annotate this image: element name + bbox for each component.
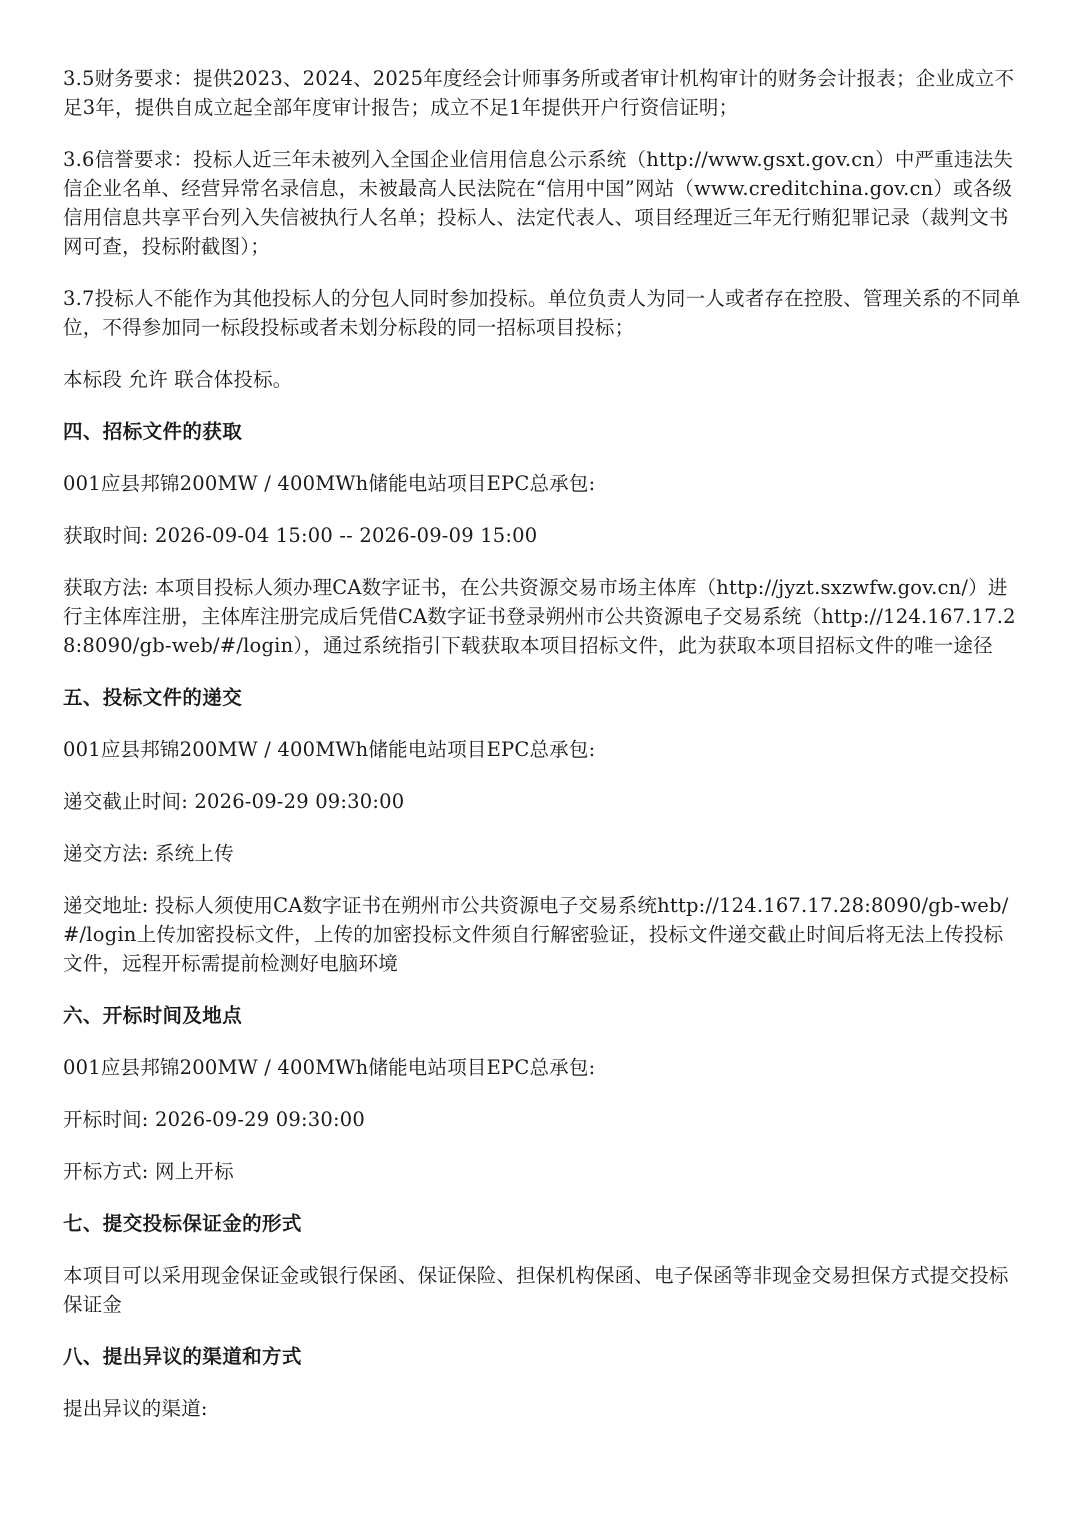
consortium-statement: 本标段 允许 联合体投标。 <box>63 368 293 391</box>
package-name: 001应县邦锦200MW / 400MWh储能电站项目EPC总承包: <box>63 738 596 761</box>
section-heading-submission: 五、投标文件的递交 <box>63 686 243 709</box>
opening-time: 开标时间: 2026-09-29 09:30:00 <box>63 1108 365 1131</box>
section-heading-obtain-documents: 四、招标文件的获取 <box>63 420 243 443</box>
requirement-3-5-financial: 3.5财务要求：提供2023、2024、2025年度经会计师事务所或者审计机构审计的财务会计报表；企业成立不足3年，提供自成立起全部年度审计报告；成立不足1年提供开户行资信证明； <box>63 67 1015 119</box>
package-name: 001应县邦锦200MW / 400MWh储能电站项目EPC总承包: <box>63 472 596 495</box>
obtain-time: 获取时间: 2026-09-04 15:00 -- 2026-09-09 15:00 <box>63 524 538 547</box>
submission-deadline: 递交截止时间: 2026-09-29 09:30:00 <box>63 790 405 813</box>
section-heading-objections: 八、提出异议的渠道和方式 <box>63 1345 302 1368</box>
obtain-method: 获取方法: 本项目投标人须办理CA数字证书，在公共资源交易市场主体库（http://jyzt.sxzwfw.gov.cn/）进行主体库注册，主体库注册完成后凭借CA数字证书登录朔州市公共资源电子交易系统（http://124.167.17.28:8090/gb-web/#/login），通过系统指引下载获取本项目招标文件，此为获取本项目招标文件的唯一途径 <box>63 576 1016 657</box>
submission-method: 递交方法: 系统上传 <box>63 842 234 865</box>
objection-channel: 提出异议的渠道: <box>63 1397 208 1420</box>
section-heading-bid-bond: 七、提交投标保证金的形式 <box>63 1212 302 1235</box>
bid-bond-form: 本项目可以采用现金保证金或银行保函、保证保险、担保机构保函、电子保函等非现金交易担保方式提交投标保证金 <box>63 1264 1009 1316</box>
section-heading-bid-opening: 六、开标时间及地点 <box>63 1004 243 1027</box>
opening-method: 开标方式: 网上开标 <box>63 1160 234 1183</box>
requirement-3-7-subcontract: 3.7投标人不能作为其他投标人的分包人同时参加投标。单位负责人为同一人或者存在控股、管理关系的不同单位，不得参加同一标段投标或者未划分标段的同一招标项目投标； <box>63 287 1021 339</box>
requirement-3-6-credit: 3.6信誉要求：投标人近三年未被列入全国企业信用信息公示系统（http://www.gsxt.gov.cn）中严重违法失信企业名单、经营异常名录信息，未被最高人民法院在“信用中国”网站（www.creditchina.gov.cn）或各级信用信息共享平台列入失信被执行人名单；投标人、法定代表人、项目经理近三年无行贿犯罪记录（裁判文书网可查，投标附截图）； <box>63 148 1014 258</box>
document-page <box>63 64 1023 1446</box>
package-name: 001应县邦锦200MW / 400MWh储能电站项目EPC总承包: <box>63 1056 596 1079</box>
submission-address: 递交地址: 投标人须使用CA数字证书在朔州市公共资源电子交易系统http://124.167.17.28:8090/gb-web/#/login上传加密投标文件，上传的加密投标文件须自行解密验证，投标文件递交截止时间后将无法上传投标文件，远程开标需提前检测好电脑环境 <box>63 894 1009 975</box>
